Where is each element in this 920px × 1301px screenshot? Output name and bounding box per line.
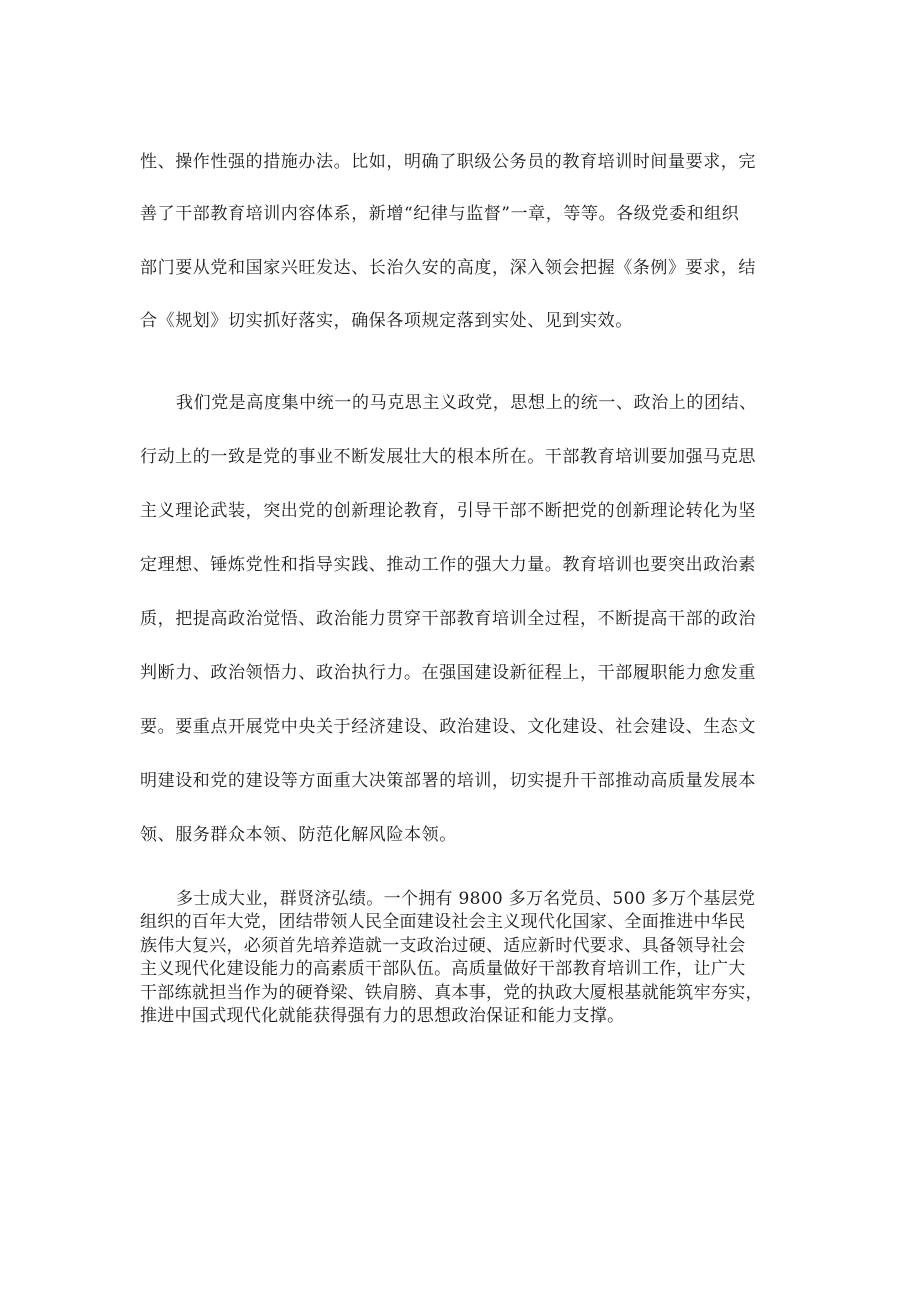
text-line: 质，把提高政治觉悟、政治能力贯穿干部教育培训全过程，不断提高干部的政治 — [140, 609, 756, 629]
text-line: 多士成大业，群贤济弘绩。一个拥有 9800 多万名党员、500 多万个基层党 — [176, 889, 756, 909]
text-line: 组织的百年大党，团结带领人民全面建设社会主义现代化国家、全面推进中华民 — [140, 912, 746, 933]
text-line: 要。要重点开展党中央关于经济建设、政治建设、文化建设、社会建设、生态文 — [140, 717, 756, 737]
text-line: 干部练就担当作为的硬脊梁、铁肩膀、真本事，党的执政大厦根基就能筑牢夯实， — [140, 982, 763, 1003]
text-line: 主义现代化建设能力的高素质干部队伍。高质量做好干部教育培训工作，让广大 — [140, 959, 746, 980]
text-line: 族伟大复兴，必须首先培养造就一支政治过硬、适应新时代要求、具备领导社会 — [140, 935, 746, 956]
text-line: 定理想、锤炼党性和指导实践、推动工作的强大力量。教育培训也要突出政治素 — [140, 555, 756, 575]
text-line: 主义理论武装，突出党的创新理论教育，引导干部不断把党的创新理论转化为坚 — [140, 501, 756, 521]
text-line: 判断力、政治领悟力、政治执行力。在强国建设新征程上，干部履职能力愈发重 — [140, 663, 756, 683]
text-line: 合《规划》切实抓好落实，确保各项规定落到实处、见到实效。 — [140, 311, 633, 331]
text-line: 领、服务群众本领、防范化解风险本领。 — [140, 825, 457, 845]
text-line: 善了干部教育培训内容体系，新增“纪律与监督”一章，等等。各级党委和组织 — [140, 204, 740, 224]
text-line: 明建设和党的建设等方面重大决策部署的培训，切实提升干部推动高质量发展本 — [140, 771, 756, 791]
text-line: 推进中国式现代化就能获得强有力的思想政治保证和能力支撑。 — [140, 1006, 625, 1027]
text-line: 行动上的一致是党的事业不断发展壮大的根本所在。干部教育培训要加强马克思 — [140, 447, 756, 467]
text-line: 部门要从党和国家兴旺发达、长治久安的高度，深入领会把握《条例》要求，结 — [140, 258, 756, 278]
paragraph-3 — [140, 888, 790, 1028]
text-line: 性、操作性强的措施办法。比如，明确了职级公务员的教育培训时间量要求，完 — [140, 152, 756, 172]
text-line: 我们党是高度集中统一的马克思主义政党，思想上的统一、政治上的团结、 — [176, 393, 757, 413]
